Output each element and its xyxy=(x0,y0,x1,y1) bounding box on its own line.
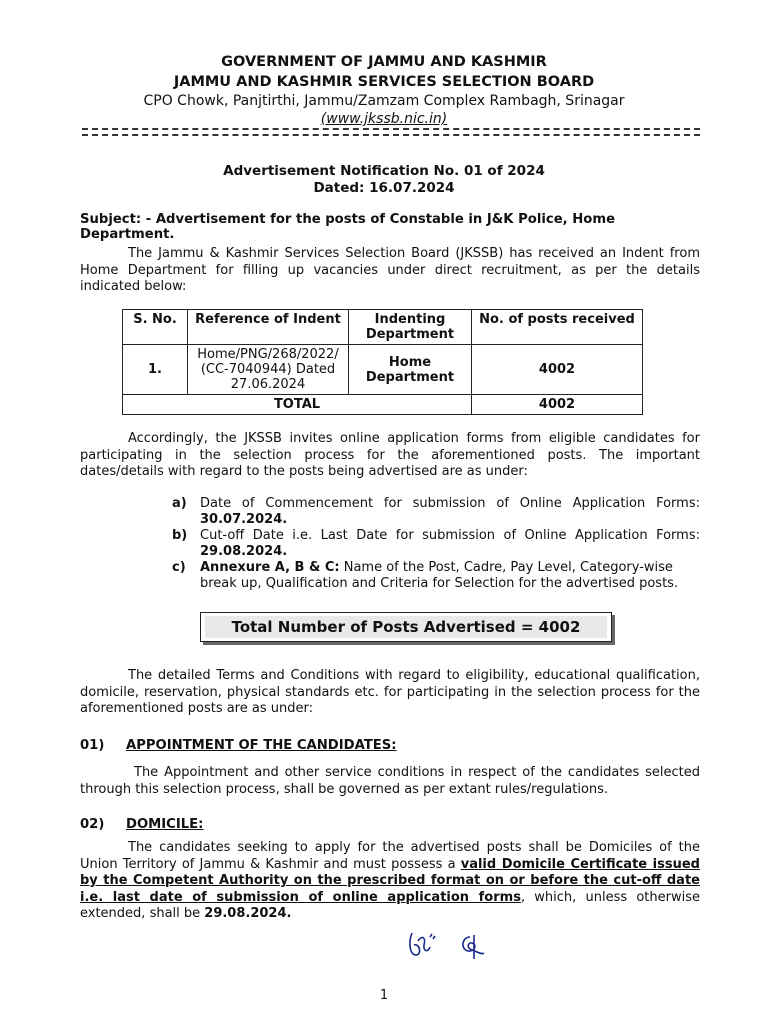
list-item xyxy=(172,560,700,592)
table-header-sno: S. No. xyxy=(123,310,188,345)
accordingly-paragraph: Accordingly, the JKSSB invites online application forms from eligible candidates for participating in the selection process for the aforementioned posts. The important dates/details with regard to the posts being advertised are as under: xyxy=(80,431,700,479)
intro-paragraph: The Jammu & Kashmir Services Selection Board (JKSSB) has received an Indent from Home Department for filling up vacancies under direct recruitment, as per the details indicated below: xyxy=(80,246,700,294)
table-header-reference: Reference of Indent xyxy=(188,310,349,345)
list-marker-c: c) xyxy=(172,560,186,575)
domicile-text-start: The candidates seeking to apply for the advertised posts shall be Domiciles of the Union Territory of Jammu & Kashmir and must possess a xyxy=(80,840,700,872)
date-a-text: Date of Commencement for submission of Online Application Forms: xyxy=(200,496,700,511)
table-header-department: Indenting Department xyxy=(349,310,472,345)
list-item xyxy=(172,496,700,528)
total-value: 4002 xyxy=(472,395,643,415)
terms-intro-paragraph: The detailed Terms and Conditions with regard to eligibility, educational qualification, domicile, reservation, physical standards etc. for participating in the selection process for the aforementioned posts are as under: xyxy=(80,668,700,716)
indent-table xyxy=(122,309,643,415)
notification-date: Dated: 16.07.2024 xyxy=(313,180,455,196)
total-label: TOTAL xyxy=(123,395,472,415)
domicile-emphasis: valid Domicile Certificate issued by the Competent Authority on the prescribed format on or before the cut-off date i.e. last date of submission of online application forms xyxy=(80,856,700,905)
section-title: DOMICILE: xyxy=(126,817,204,832)
list-marker-b: b) xyxy=(172,528,188,543)
page-number: 1 xyxy=(379,988,389,1003)
domicile-date: 29.08.2024. xyxy=(204,906,292,921)
reference-line-1: Home/PNG/268/2022/ xyxy=(197,347,339,362)
subject-line: Subject: - Advertisement for the posts of Constable in J&K Police, Home Department. xyxy=(80,212,616,242)
cell-posts: 4002 xyxy=(472,345,643,395)
table-header-posts: No. of posts received xyxy=(472,310,643,345)
signature-image xyxy=(400,915,510,965)
domicile-text-mid: , which, unless otherwise extended, shall be xyxy=(80,889,700,921)
appointment-paragraph: The Appointment and other service conditions in respect of the candidates selected through this selection process, shall be governed as per extant rules/regulations. xyxy=(80,765,700,797)
section-number: 02) xyxy=(80,817,105,832)
reference-line-2: (CC-7040944) Dated xyxy=(200,362,336,377)
date-a-value: 30.07.2024. xyxy=(200,512,288,527)
section-number: 01) xyxy=(80,738,105,753)
date-b-text: Cut-off Date i.e. Last Date for submission of Online Application Forms: xyxy=(200,528,700,543)
cell-department: Home Department xyxy=(349,345,472,395)
date-b-value: 29.08.2024. xyxy=(200,544,288,559)
header-divider-2 xyxy=(82,134,700,136)
header-address: CPO Chowk, Panjtirthi, Jammu/Zamzam Complex Rambagh, Srinagar xyxy=(143,93,625,109)
section-domicile-heading xyxy=(80,817,203,832)
list-item xyxy=(172,528,700,560)
reference-line-3: 27.06.2024 xyxy=(230,377,306,392)
table-row xyxy=(123,345,643,395)
header-government: GOVERNMENT OF JAMMU AND KASHMIR xyxy=(221,54,547,70)
cell-sno: 1. xyxy=(123,345,188,395)
important-dates-list xyxy=(172,496,700,592)
annexure-text: Name of the Post, Cadre, Pay Level, Category-wise break up, Qualification and Criteria for Selection for the advertised posts. xyxy=(200,560,679,591)
cell-reference xyxy=(188,345,349,395)
header-board: JAMMU AND KASHMIR SERVICES SELECTION BOARD xyxy=(173,74,595,90)
total-posts-box xyxy=(200,612,612,642)
total-posts-text: Total Number of Posts Advertised = 4002 xyxy=(205,616,607,638)
section-appointment-heading xyxy=(80,738,397,753)
table-header-row xyxy=(123,310,643,345)
domicile-paragraph xyxy=(80,840,700,923)
section-title: APPOINTMENT OF THE CANDIDATES: xyxy=(126,738,397,753)
notification-title: Advertisement Notification No. 01 of 2024 xyxy=(223,163,545,179)
annexure-lead: Annexure A, B & C: xyxy=(200,560,340,575)
list-marker-a: a) xyxy=(172,496,187,511)
header-divider xyxy=(82,128,700,130)
header-website-link[interactable]: (www.jkssb.nic.in) xyxy=(320,111,448,127)
table-total-row xyxy=(123,395,643,415)
